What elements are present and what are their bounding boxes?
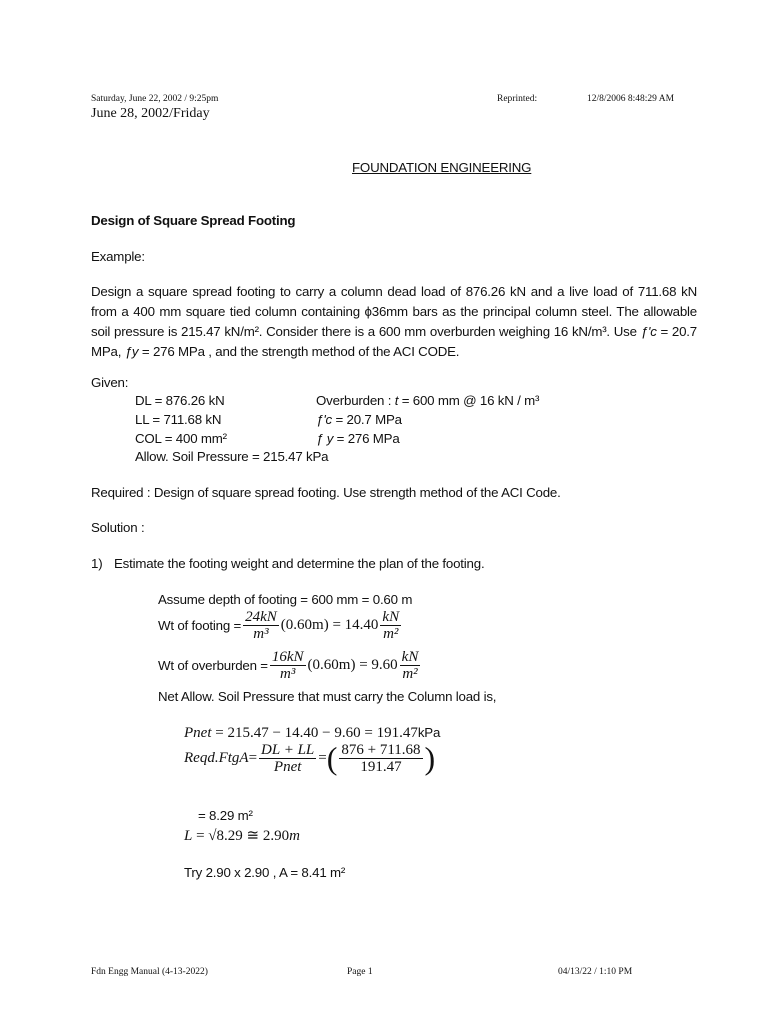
wt-footing-equation: Wt of footing = $\frac{24kN}{\text{m³}}$ (0.60m) = 14.40 $\frac{kN}{\text{m²}}$ <box>158 609 400 642</box>
solution-label: Solution : <box>91 520 145 535</box>
reqd-area-equation: Reqd.FtgA = $\frac{DL + LL}{\text{Pnet}}$ = ( $\frac{876 + 711.68}{191.47}$ ) <box>184 740 436 776</box>
given-label: Given: <box>91 375 129 390</box>
given-fc: ƒ'c = 20.7 MPa <box>316 412 402 427</box>
header-date-large: June 28, 2002/Friday <box>91 106 210 121</box>
area-result: = 8.29 m² <box>198 808 253 823</box>
length-equation: L = √8.29 ≅ 2.90m <box>184 828 300 844</box>
given-overburden: Overburden : t = 600 mm @ 16 kN / m³ <box>316 393 540 408</box>
assume-depth: Assume depth of footing = 600 mm = 0.60 m <box>158 592 413 607</box>
given-col: COL = 400 mm² <box>135 431 227 446</box>
given-ll: LL = 711.68 kN <box>135 412 222 427</box>
try-dimensions: Try 2.90 x 2.90 , A = 8.41 m² <box>184 865 346 880</box>
step1-text: Estimate the footing weight and determine the plan of the footing. <box>114 556 485 571</box>
given-dl: DL = 876.26 kN <box>135 393 225 408</box>
footer-page-number: Page 1 <box>347 967 373 977</box>
wt-overburden-equation: Wt of overburden = $\frac{16kN}{\text{m³}}$ (0.60m) = 9.60 $\frac{kN}{\text{m²}}$ <box>158 649 419 682</box>
section-heading: Design of Square Spread Footing <box>91 213 296 228</box>
page-title: FOUNDATION ENGINEERING <box>352 160 532 175</box>
problem-statement: Design a square spread footing to carry a column dead load of 876.26 kN and a live load of 711.68 kN from a 400 mm square tied column containing ϕ36mm bars as the principal column steel. The allowable soil pressure is 215.47 kN/m². Consider there is a 600 mm overburden weighing 16 kN/m³. Use ƒ'c = 20.7 MPa, ƒy = 276 MPa , and the strength method of the ACI CODE. <box>91 284 697 359</box>
footer-left: Fdn Engg Manual (4-13-2022) <box>91 967 208 977</box>
phi-symbol: ϕ <box>364 304 372 319</box>
pnet-equation: Pnet = 215.47 − 14.40 − 9.60 = 191.47kPa <box>184 725 441 741</box>
net-allow-text: Net Allow. Soil Pressure that must carry the Column load is, <box>158 689 497 704</box>
reprinted-label: Reprinted: <box>497 94 538 104</box>
given-allow: Allow. Soil Pressure = 215.47 kPa <box>135 449 329 464</box>
example-label: Example: <box>91 249 145 264</box>
reprinted-value: 12/8/2006 8:48:29 AM <box>587 94 675 104</box>
required-text: Required : Design of square spread footing. Use strength method of the ACI Code. <box>91 485 561 500</box>
header-date-small: Saturday, June 22, 2002 / 9:25pm <box>91 94 219 104</box>
given-fy: ƒ y = 276 MPa <box>316 431 400 446</box>
footer-right: 04/13/22 / 1:10 PM <box>558 967 633 977</box>
step1-number: 1) <box>91 556 103 571</box>
